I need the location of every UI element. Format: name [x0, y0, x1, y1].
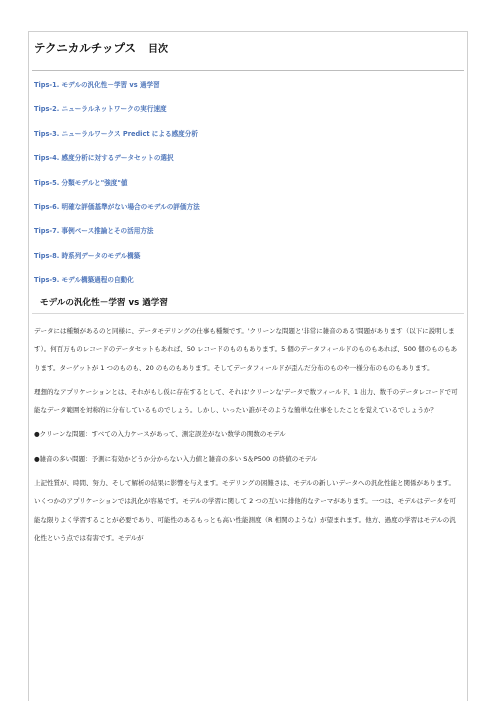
toc-link-tips-6[interactable]: Tips-6. 明確な評価基準がない場合のモデルの評価方法 [34, 202, 200, 211]
toc-list [34, 78, 200, 298]
toc-link-tips-9[interactable]: Tips-9. モデル構築過程の自動化 [34, 276, 134, 285]
paragraph: データには種類があるのと同様に、データモデリングの仕事も種類です。'クリーンな問題と'非常に雑音のある'問題があります（以下に説明します）。何百万ものレコードのデータセットもあれば、50 レコードのものもあります。5 個のデータフィールドのものもあれば、500 個のものもあります。ターゲットが 1 つのものも、20 のものもあります。そしてデータフィールドが歪んだ分布のものや一様分布のものもあります。 [34, 327, 458, 372]
paragraph: 上記性質が、時間、努力、そして解析の結果に影響を与えます。モデリングの困難さは、モデルの新しいデータへの汎化性能と関係があります。 いくつかのアプリケーションでは汎化が容易です。モデルの学習に関して 2 つの互いに排他的なテーマがあります。一つは、モデルはデータを可能な限りよく学習することが必要であり、可能性のあるもっとも高い性能測度（R 相関のような）が望まれます。他方、過度の学習はモデルの汎化性という点では有害です。モデルが [34, 479, 456, 542]
title-divider [32, 70, 464, 71]
toc-link-tips-7[interactable]: Tips-7. 事例ベース推論とその活用方法 [34, 227, 154, 236]
section-divider [32, 313, 464, 314]
section-body [34, 322, 460, 553]
page-title-text: テクニカルチップス [34, 41, 137, 55]
paragraph: 理想的なアプリケーションとは、それがもし仮に存在するとして、それは'クリーンな'データで数フィールド、1 出力、数千のデータレコードで可能なデータ範囲を対称的に分布しているものでしょう。しかし、いったい誰がそのような簡単な仕事をしたことを覚えているでしょうか？ [34, 387, 458, 415]
toc-link-tips-8[interactable]: Tips-8. 時系列データのモデル構築 [34, 251, 141, 260]
toc-link-tips-5[interactable]: Tips-5. 分類モデルと"強度"値 [34, 178, 128, 187]
page-title [34, 40, 168, 56]
toc-link-tips-2[interactable]: Tips-2. ニューラルネットワークの実行速度 [34, 105, 167, 114]
toc-label: 目次 [148, 44, 169, 55]
bullet-item: ●雑音の多い問題：予測に有効かどうか分からない入力値と雑音の多い S＆P500 の終値のモデル [34, 454, 318, 463]
toc-link-tips-1[interactable]: Tips-1. モデルの汎化性－学習 vs 過学習 [34, 81, 160, 89]
section-heading: モデルの汎化性－学習 vs 過学習 [40, 298, 168, 308]
bullet-item: ●クリーンな問題：すべての入力ケースがあって、測定誤差がない数学の関数のモデル [34, 430, 286, 439]
toc-link-tips-4[interactable]: Tips-4. 感度分析に対するデータセットの選択 [34, 154, 174, 163]
toc-link-tips-3[interactable]: Tips-3. ニューラルワークス Predict による感度分析 [34, 129, 198, 138]
